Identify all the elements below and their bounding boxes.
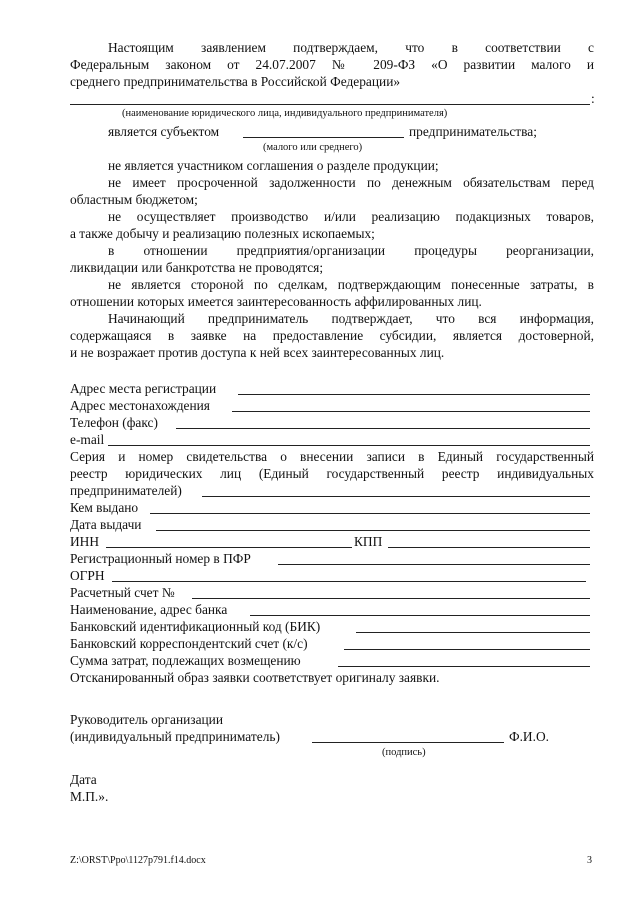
condition-2b: областным бюджетом;	[70, 192, 198, 207]
head-label-1: Руководитель организации	[70, 712, 224, 727]
subject-suffix: предпринимательства;	[409, 124, 537, 139]
reg-address-field[interactable]	[238, 394, 590, 395]
condition-4b: ликвидации или банкротства не проводятся;	[70, 260, 324, 275]
date-label: Дата	[70, 772, 97, 787]
email-label: e-mail	[70, 432, 105, 447]
signature-field[interactable]	[312, 742, 504, 743]
scan-note: Отсканированный образ заявки соответствует оригиналу заявки.	[70, 670, 440, 685]
condition-3b: а также добычу и реализацию полезных ископаемых;	[70, 226, 375, 241]
kpp-label: КПП	[354, 534, 383, 549]
cert-line-1: Серия и номер свидетельства о внесении записи в Единый государственный	[70, 449, 594, 464]
phone-field[interactable]	[176, 428, 590, 429]
condition-3a: не осуществляет производство и/или реализацию подакцизных товаров,	[108, 209, 594, 224]
cert-line-3: предпринимателей)	[70, 483, 182, 498]
confirm-line-1: Начинающий предприниматель подтверждает, что вся информация,	[108, 311, 594, 326]
account-label: Расчетный счет №	[70, 585, 175, 600]
inn-label: ИНН	[70, 534, 100, 549]
colon: :	[591, 91, 595, 106]
confirm-line-2: содержащаяся в заявке на предоставление субсидии, является достоверной,	[70, 328, 594, 343]
account-field[interactable]	[192, 598, 590, 599]
pfr-field[interactable]	[278, 564, 590, 565]
email-field[interactable]	[108, 445, 590, 446]
intro-line-3: среднего предпринимательства в Российской Федерации»	[70, 74, 401, 89]
condition-5a: не является стороной по сделкам, подтверждающим понесенные затраты, в	[108, 277, 594, 292]
reg-address-label: Адрес места регистрации	[70, 381, 217, 396]
cert-line-2: реестр юридических лиц (Единый государственный реестр индивидуальных	[70, 466, 594, 481]
intro-line-2: Федеральным законом от 24.07.2007 № 209-ФЗ «О развитии малого и	[70, 57, 594, 72]
condition-2a: не имеет просроченной задолженности по денежным обязательствам перед	[108, 175, 594, 190]
costs-label: Сумма затрат, подлежащих возмещению	[70, 653, 301, 668]
intro-line-1: Настоящим заявлением подтверждаем, что в соответствии с	[108, 40, 594, 55]
ogrn-field[interactable]	[112, 581, 586, 582]
issue-date-label: Дата выдачи	[70, 517, 142, 532]
condition-1: не является участником соглашения о разделе продукции;	[108, 158, 439, 173]
bik-field[interactable]	[356, 632, 590, 633]
size-caption: (малого или среднего)	[263, 142, 363, 153]
confirm-line-3: и не возражает против доступа к ней всех заинтересованных лиц.	[70, 345, 445, 360]
bank-field[interactable]	[250, 615, 590, 616]
location-label: Адрес местонахождения	[70, 398, 210, 413]
head-label-2: (индивидуальный предприниматель)	[70, 729, 280, 744]
footer-path: Z:\ORST\Ppo\1127p791.f14.docx	[70, 855, 206, 866]
sign-caption: (подпись)	[382, 747, 426, 758]
ogrn-label: ОГРН	[70, 568, 105, 583]
issue-date-field[interactable]	[156, 530, 590, 531]
condition-5b: отношении которых имеется заинтересованность аффилированных лиц.	[70, 294, 482, 309]
stamp-label: М.П.».	[70, 789, 109, 804]
cert-field[interactable]	[202, 496, 590, 497]
inn-field[interactable]	[106, 547, 352, 548]
bik-label: Банковский идентификационный код (БИК)	[70, 619, 321, 634]
pfr-label: Регистрационный номер в ПФР	[70, 551, 251, 566]
location-field[interactable]	[232, 411, 590, 412]
entity-name-line[interactable]	[70, 104, 590, 105]
kpp-field[interactable]	[388, 547, 590, 548]
costs-field[interactable]	[338, 666, 590, 667]
entity-caption: (наименование юридического лица, индивидуального предпринимателя)	[122, 108, 448, 119]
phone-label: Телефон (факс)	[70, 415, 158, 430]
bank-label: Наименование, адрес банка	[70, 602, 228, 617]
subject-prefix: является субъектом	[108, 124, 220, 139]
corr-label: Банковский корреспондентский счет (к/с)	[70, 636, 308, 651]
corr-field[interactable]	[344, 649, 590, 650]
issued-by-field[interactable]	[150, 513, 590, 514]
page-number: 3	[587, 855, 592, 866]
issued-by-label: Кем выдано	[70, 500, 139, 515]
subject-size-line[interactable]	[243, 137, 404, 138]
condition-4a: в отношении предприятия/организации процедуры реорганизации,	[108, 243, 594, 258]
fio-label: Ф.И.О.	[509, 729, 549, 744]
